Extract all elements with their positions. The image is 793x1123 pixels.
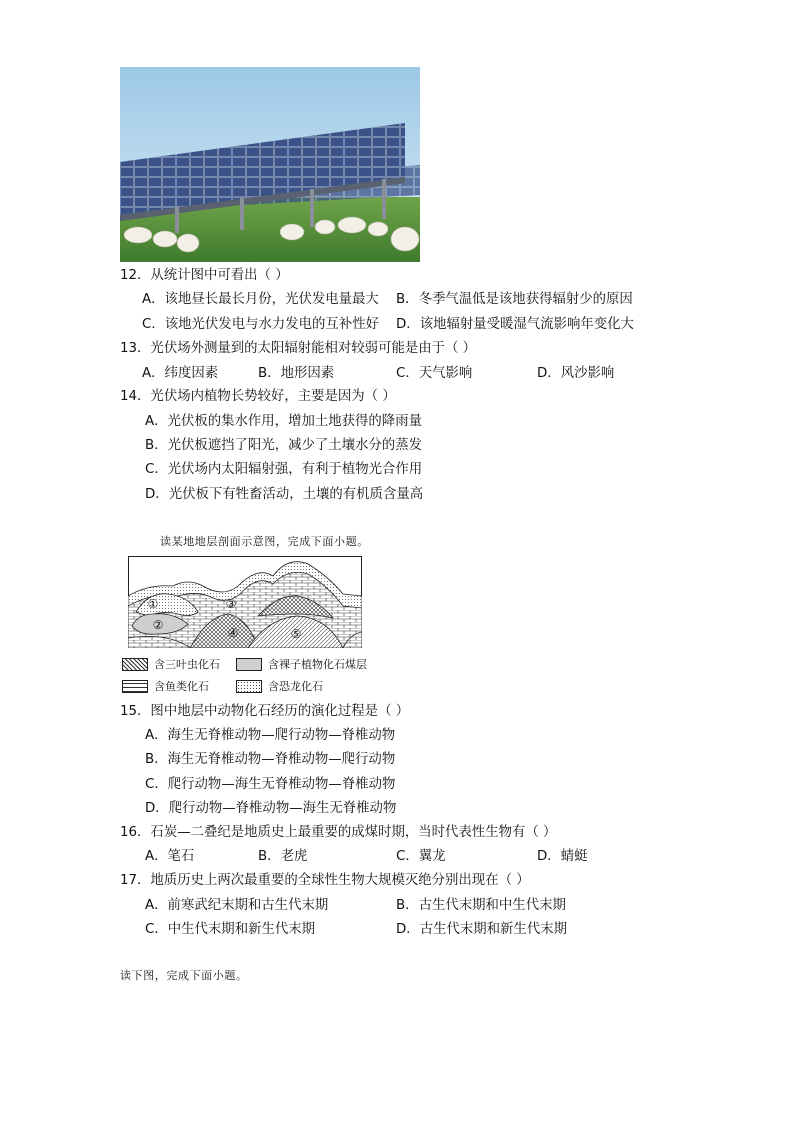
- question-17-option-d: D．古生代末期和新生代末期: [396, 922, 567, 937]
- solar-farm-photo: [120, 67, 420, 262]
- question-15-option-c: C．爬行动物—海生无脊椎动物—脊椎动物: [145, 777, 396, 792]
- question-13-stem: 13．光伏场外测量到的太阳辐射能相对较弱可能是由于（ ）: [120, 341, 477, 356]
- legend-gymnosperm-coal: [236, 656, 367, 672]
- question-16-option-d: D．蜻蜓: [537, 849, 588, 864]
- question-17-option-a: A．前寒武纪末期和古生代末期: [145, 898, 329, 913]
- legend-trilobite: [122, 656, 220, 672]
- question-17-stem: 17．地质历史上两次最重要的全球性生物大规模灭绝分别出现在（ ）: [120, 873, 530, 888]
- question-14-option-a: A．光伏板的集水作用，增加土地获得的降雨量: [145, 414, 422, 429]
- question-12-option-c: C．该地光伏发电与水力发电的互补性好: [142, 317, 379, 332]
- dots-swatch-icon: [236, 680, 262, 693]
- question-13-option-b: B．地形因素: [258, 366, 335, 381]
- question-12-option-b: B．冬季气温低是该地获得辐射少的原因: [396, 292, 633, 307]
- gray-swatch-icon: [236, 658, 262, 671]
- question-13-option-a: A．纬度因素: [142, 366, 219, 381]
- legend-fish: [122, 678, 209, 694]
- legend-label: 含恐龙化石: [268, 680, 323, 693]
- question-14-option-c: C．光伏场内太阳辐射强，有利于植物光合作用: [145, 462, 423, 477]
- question-16-option-a: A．笔石: [145, 849, 195, 864]
- question-12-option-d: D．该地辐射量受暖湿气流影响年变化大: [396, 317, 634, 332]
- question-15-option-d: D．爬行动物—脊椎动物—海生无脊椎动物: [145, 801, 397, 816]
- stratum-label-3: ③: [225, 597, 237, 611]
- section-intro-next: 读下图，完成下面小题。: [120, 969, 248, 982]
- stratum-label-1: ①: [147, 597, 159, 611]
- question-16-option-b: B．老虎: [258, 849, 308, 864]
- question-15-stem: 15．图中地层中动物化石经历的演化过程是（ ）: [120, 704, 410, 719]
- question-12-option-a: A．该地昼长最长月份，光伏发电量最大: [142, 292, 379, 307]
- question-12-stem: 12．从统计图中可看出（ ）: [120, 268, 289, 283]
- question-13-option-c: C．天气影响: [396, 366, 473, 381]
- strata-cross-section-diagram: [128, 556, 362, 648]
- legend-label: 含鱼类化石: [154, 680, 209, 693]
- question-15-option-b: B．海生无脊椎动物—脊椎动物—爬行动物: [145, 752, 396, 767]
- question-15-option-a: A．海生无脊椎动物—爬行动物—脊椎动物: [145, 728, 396, 743]
- question-16-stem: 16．石炭—二叠纪是地质史上最重要的成煤时期，当时代表性生物有（ ）: [120, 825, 557, 840]
- crosshatch-swatch-icon: [122, 658, 148, 671]
- question-14-option-b: B．光伏板遮挡了阳光，减少了土壤水分的蒸发: [145, 438, 422, 453]
- brick-swatch-icon: [122, 680, 148, 693]
- legend-dinosaur: [236, 678, 323, 694]
- stratum-label-2: ②: [152, 618, 164, 632]
- stratum-label-4: ④: [227, 626, 239, 640]
- stratum-label-5: ⑤: [290, 627, 302, 641]
- question-14-option-d: D．光伏板下有牲畜活动，土壤的有机质含量高: [145, 487, 424, 502]
- question-13-option-d: D．风沙影响: [537, 366, 615, 381]
- question-17-option-c: C．中生代末期和新生代末期: [145, 922, 316, 937]
- question-14-stem: 14．光伏场内植物长势较好，主要是因为（ ）: [120, 389, 396, 404]
- legend-label: 含裸子植物化石煤层: [268, 658, 367, 671]
- question-16-option-c: C．翼龙: [396, 849, 446, 864]
- section-intro-strata: 读某地地层剖面示意图，完成下面小题。: [160, 535, 369, 548]
- legend-label: 含三叶虫化石: [154, 658, 220, 671]
- question-17-option-b: B．古生代末期和中生代末期: [396, 898, 566, 913]
